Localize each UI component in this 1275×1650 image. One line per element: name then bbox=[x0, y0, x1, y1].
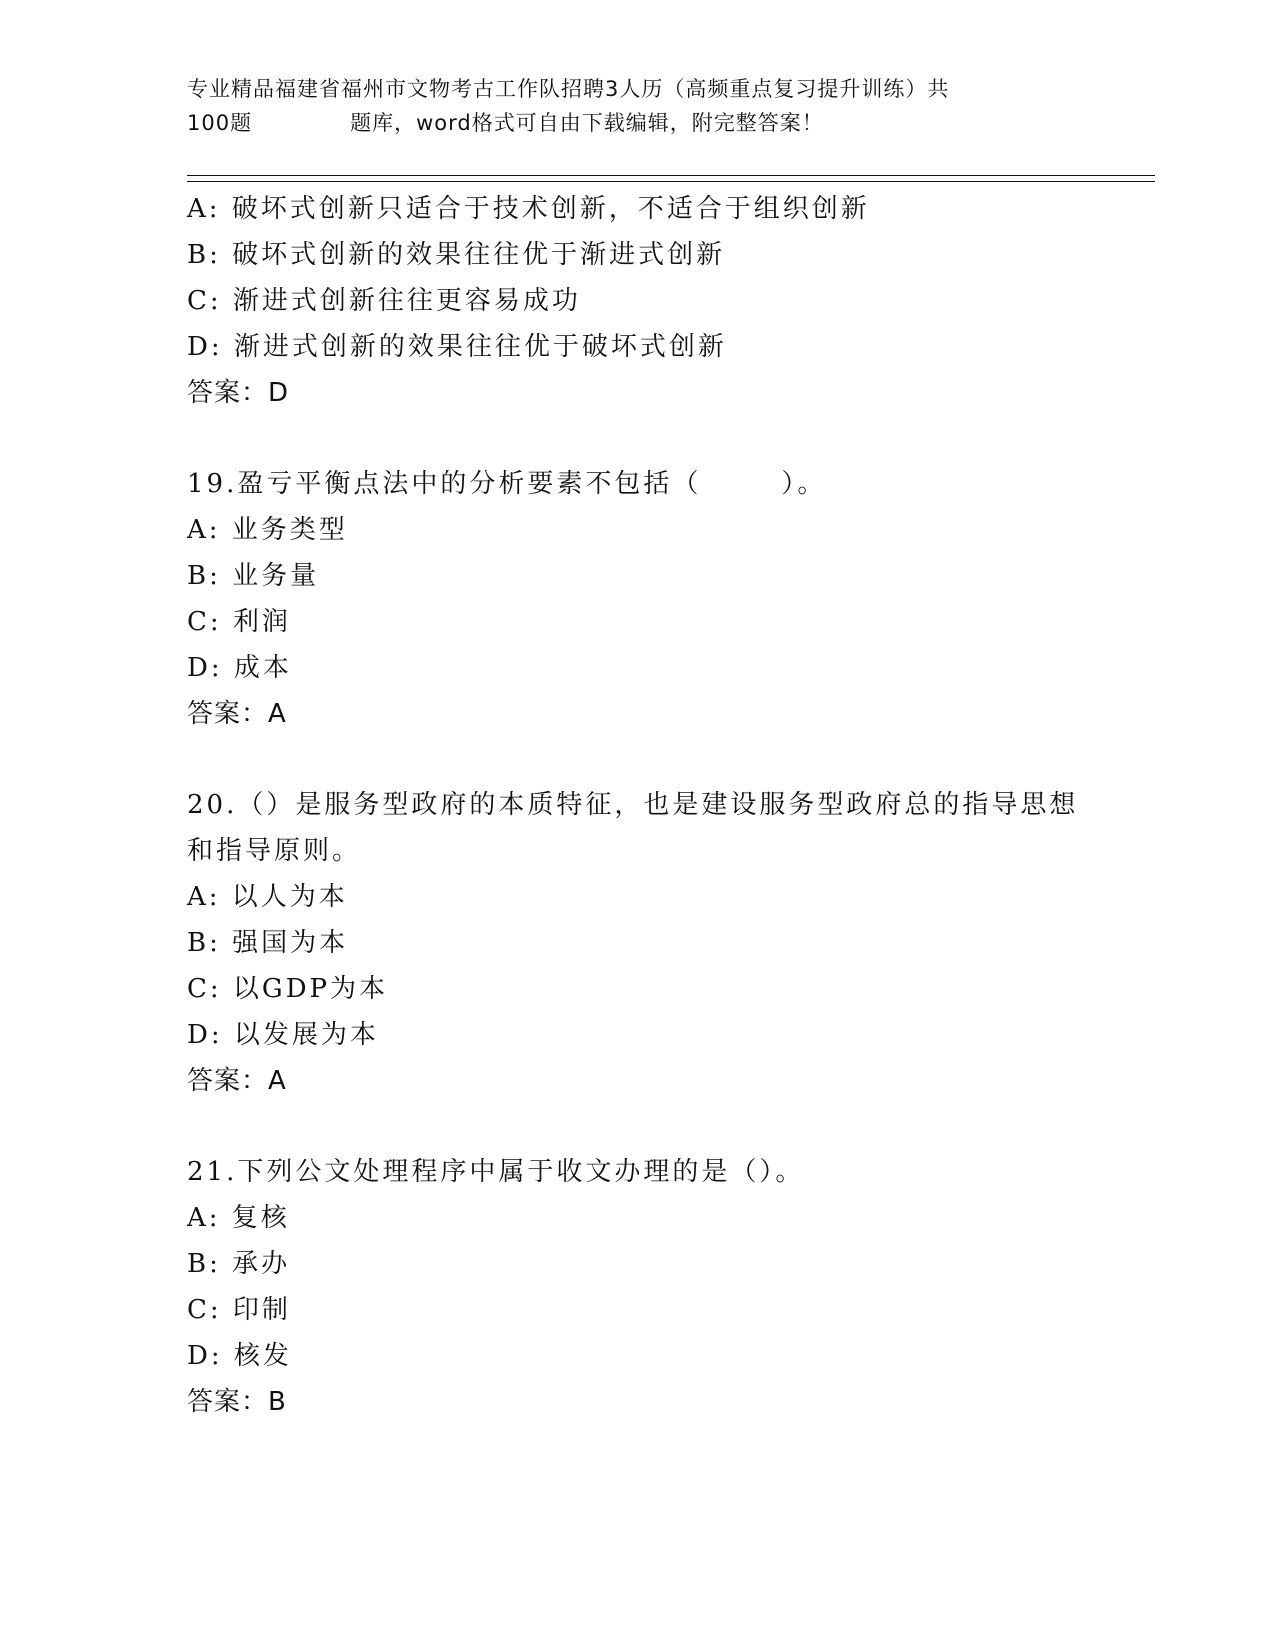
question-21 bbox=[187, 1149, 1147, 1425]
question-stem: 20.（）是服务型政府的本质特征，也是建设服务型政府总的指导思想 bbox=[187, 790, 1079, 820]
header-divider-bottom bbox=[187, 181, 1155, 182]
header-title-line1: 专业精品福建省福州市文物考古工作队招聘3人历（高频重点复习提升训练）共 bbox=[187, 77, 950, 101]
question-stem: 21.下列公文处理程序中属于收文办理的是（）。 bbox=[187, 1157, 805, 1187]
option-d: D: 核发 bbox=[187, 1341, 292, 1371]
option-c: C: 渐进式创新往往更容易成功 bbox=[187, 286, 581, 316]
question-20 bbox=[187, 782, 1147, 1104]
answer: 答案：A bbox=[187, 699, 287, 729]
option-c: C: 印制 bbox=[187, 1295, 291, 1325]
header-description: 题库，word格式可自由下载编辑，附完整答案！ bbox=[350, 111, 824, 135]
answer: 答案：B bbox=[187, 1387, 287, 1417]
header-divider-top bbox=[187, 175, 1155, 176]
option-c: C: 以GDP为本 bbox=[187, 974, 389, 1004]
option-a: A: 以人为本 bbox=[187, 882, 348, 912]
option-b: B: 承办 bbox=[187, 1249, 291, 1279]
question-stem-continued: 和指导原则。 bbox=[187, 836, 362, 866]
option-b: B: 业务量 bbox=[187, 561, 320, 591]
option-a: A: 业务类型 bbox=[187, 515, 348, 545]
question-18 bbox=[187, 186, 1147, 416]
question-list bbox=[187, 186, 1147, 1425]
header-title-line2 bbox=[187, 106, 1087, 140]
option-b: B: 强国为本 bbox=[187, 928, 349, 958]
answer: 答案：D bbox=[187, 378, 290, 408]
option-c: C: 利润 bbox=[187, 607, 291, 637]
option-d: D: 以发展为本 bbox=[187, 1020, 379, 1050]
header-count: 100题 bbox=[187, 111, 253, 135]
question-stem bbox=[187, 461, 1147, 507]
question-19 bbox=[187, 461, 1147, 737]
option-b: B: 破坏式创新的效果往往优于渐进式创新 bbox=[187, 240, 726, 270]
question-stem-text: 19.盈亏平衡点法中的分析要素不包括（ bbox=[187, 469, 702, 499]
answer: 答案：A bbox=[187, 1066, 287, 1096]
page-header bbox=[187, 72, 1087, 140]
option-a: A: 破坏式创新只适合于技术创新，不适合于组织创新 bbox=[187, 194, 870, 224]
option-d: D: 渐进式创新的效果往往优于破坏式创新 bbox=[187, 332, 727, 362]
question-stem-end: ）。 bbox=[781, 469, 827, 499]
option-d: D: 成本 bbox=[187, 653, 292, 683]
option-a: A: 复核 bbox=[187, 1203, 290, 1233]
